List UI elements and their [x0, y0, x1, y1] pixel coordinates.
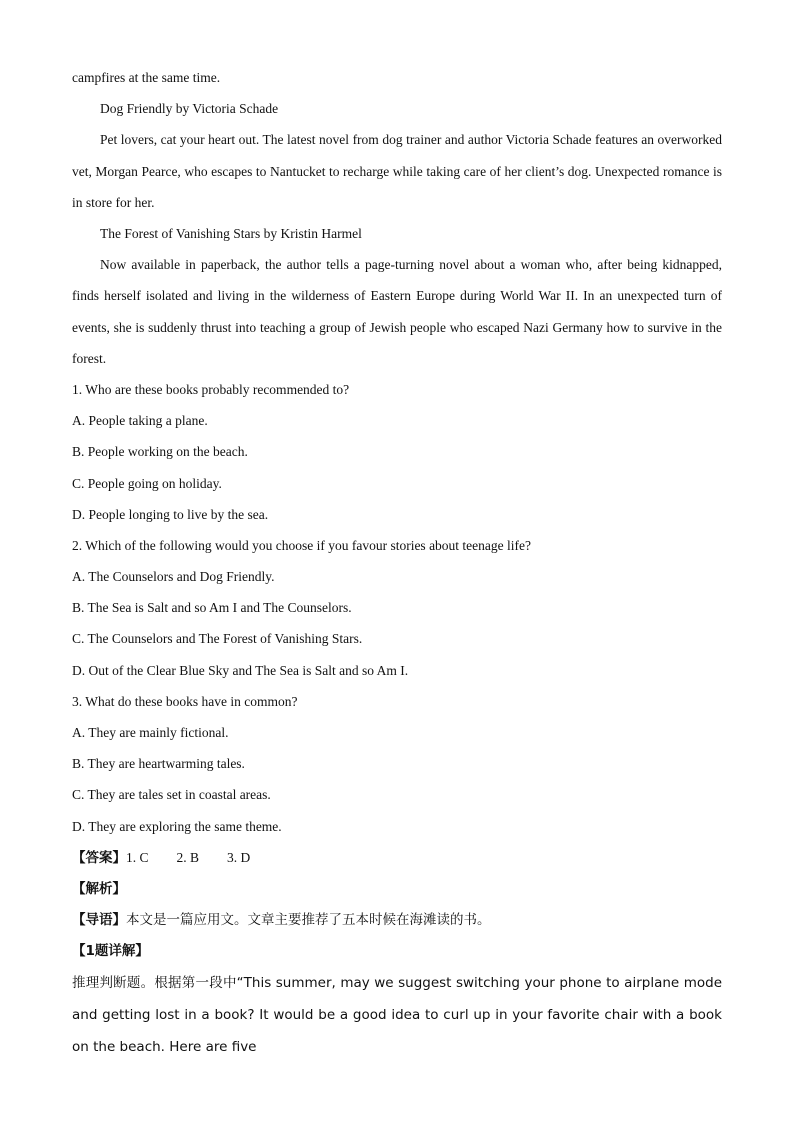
book-title-dog-friendly: Dog Friendly by Victoria Schade [100, 101, 279, 117]
question-2-option-c: C. The Counselors and The Forest of Vanishing Stars. [72, 631, 363, 647]
book-title-forest: The Forest of Vanishing Stars by Kristin Harmel [100, 225, 362, 241]
question-2-option-a: A. The Counselors and Dog Friendly. [72, 569, 275, 585]
question-3-option-d: D. They are exploring the same theme. [72, 818, 282, 834]
paragraph-dog-friendly: Pet lovers, cat your heart out. The latest novel from dog trainer and author Victoria Schade features an overworked vet, Morgan Pearce, who escapes to Nantucket to recharge while taking care of her client’s dog. Unexpected romance is in store for her. [72, 132, 722, 210]
question-2-option-d: D. Out of the Clear Blue Sky and The Sea is Salt and so Am I. [72, 662, 409, 678]
answer-1: 1. C [126, 849, 149, 865]
guide-text: 本文是一篇应用文。文章主要推荐了五本时候在海滩读的书。 [126, 912, 491, 929]
question-3-option-c: C. They are tales set in coastal areas. [72, 787, 271, 803]
analysis-label: 【解析】 [72, 880, 126, 897]
question-3-stem: 3. What do these books have in common? [72, 693, 298, 709]
question-1-option-d: D. People longing to live by the sea. [72, 506, 269, 522]
question-1-option-a: A. People taking a plane. [72, 413, 208, 429]
paragraph-forest: Now available in paperback, the author tells a page-turning novel about a woman who, after being kidnapped, finds herself isolated and living in the wilderness of Eastern Europe during World War II. In an unexpected turn of events, she is suddenly thrust into teaching a group of Jewish people who escaped Nazi Germany how to survive in the forest. [72, 257, 722, 366]
question-1-option-b: B. People working on the beach. [72, 444, 248, 460]
answer-3: 3. D [227, 849, 251, 865]
question-3-option-b: B. They are heartwarming tales. [72, 756, 245, 772]
text-line: campfires at the same time. [72, 70, 221, 85]
guide-line [72, 904, 722, 935]
guide-label: 【导语】 [72, 912, 126, 929]
document-content [72, 62, 722, 1063]
q1-detail-label: 【1题详解】 [72, 943, 149, 960]
q1-detail-text-content: 推理判断题。根据第一段中“This summer, may we suggest switching your phone to airplane mode and getting lost in a book? It would be a good idea to curl up in your favorite chair with a book on the beach. Here are five [72, 974, 722, 1055]
answer-label: 【答案】 [72, 849, 126, 866]
question-2-stem: 2. Which of the following would you choose if you favour stories about teenage life? [72, 537, 532, 553]
analysis-line [72, 873, 722, 904]
answer-line [72, 842, 722, 873]
q1-detail-label-line [72, 935, 722, 966]
question-2-option-b: B. The Sea is Salt and so Am I and The Counselors. [72, 600, 352, 616]
question-3-option-a: A. They are mainly fictional. [72, 725, 229, 741]
question-1-option-c: C. People going on holiday. [72, 475, 222, 491]
question-1-stem: 1. Who are these books probably recommended to? [72, 381, 350, 397]
q1-detail-text [72, 967, 722, 1064]
answer-2: 2. B [176, 849, 200, 865]
